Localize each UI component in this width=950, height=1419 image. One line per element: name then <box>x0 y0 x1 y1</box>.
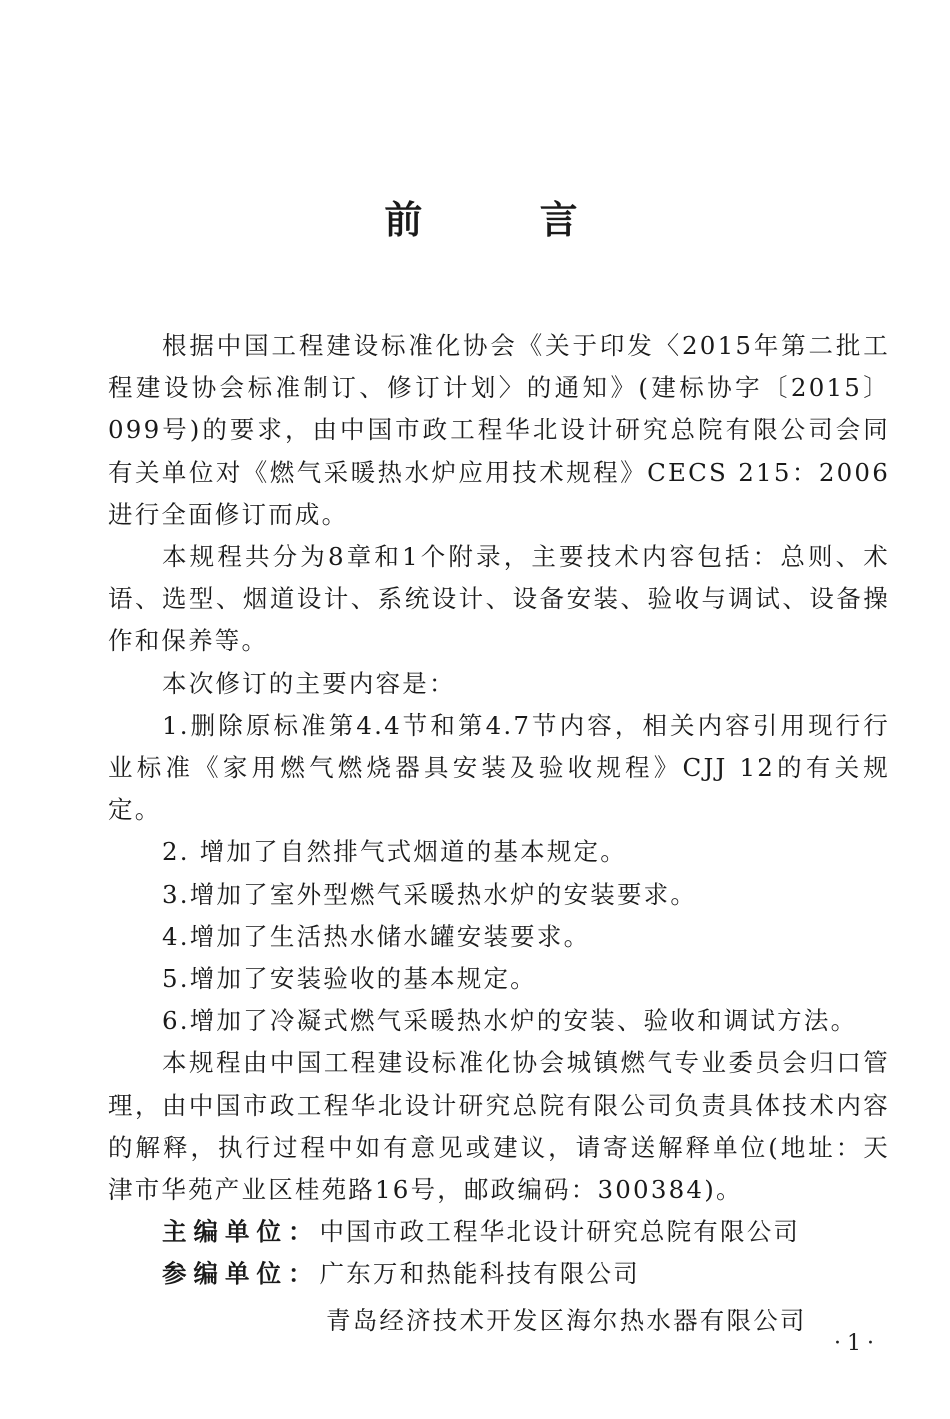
participant-unit-value: 广东万和热能科技有限公司 <box>319 1259 640 1289</box>
revision-item: 1.删除原标准第4.4节和第4.7节内容，相关内容引用现行行业标准《家用燃气燃烧器具安装及验收规程》CJJ 12的有关规定。 <box>108 710 890 825</box>
revision-item: 6.增加了冷凝式燃气采暖热水炉的安装、验收和调试方法。 <box>162 1006 858 1036</box>
paragraph-revision-intro: 本次修订的主要内容是： <box>162 668 456 698</box>
chief-unit-value: 中国市政工程华北设计研究总院有限公司 <box>319 1217 801 1247</box>
paragraph-contents: 本规程共分为8章和1个附录，主要技术内容包括：总则、术语、选型、烟道设计、系统设计、设备安装、验收与调试、设备操作和保养等。 <box>108 542 890 656</box>
chief-unit-label: 主编单位： <box>162 1217 320 1247</box>
participant-unit-value: 青岛经济技术开发区海尔热水器有限公司 <box>326 1305 807 1335</box>
page-number: ·1· <box>834 1331 880 1356</box>
foreword-body <box>108 325 890 1342</box>
chief-unit-row <box>108 1211 890 1253</box>
revision-item: 2. 增加了自然排气式烟道的基本规定。 <box>162 837 627 867</box>
paragraph-management: 本规程由中国工程建设标准化协会城镇燃气专业委员会归口管理，由中国市政工程华北设计研究总院有限公司负责具体技术内容的解释，执行过程中如有意见或建议，请寄送解释单位(地址：天津市华苑产业区桂苑路16号，邮政编码：300384)。 <box>108 1048 890 1205</box>
page-title: 前 言 <box>384 198 630 242</box>
revision-item: 3.增加了室外型燃气采暖热水炉的安装要求。 <box>162 879 698 909</box>
revision-item: 4.增加了生活热水储水罐安装要求。 <box>162 921 591 951</box>
participant-unit-label: 参编单位： <box>162 1259 320 1289</box>
revision-item: 5.增加了安装验收的基本规定。 <box>162 964 537 994</box>
paragraph-basis: 根据中国工程建设标准化协会《关于印发〈2015年第二批工程建设协会标准制订、修订计划〉的通知》(建标协字〔2015〕099号)的要求，由中国市政工程华北设计研究总院有限公司会同有关单位对《燃气采暖热水炉应用技术规程》CECS 215：2006进行全面修订而成。 <box>108 331 890 529</box>
participant-unit-row <box>108 1253 890 1295</box>
